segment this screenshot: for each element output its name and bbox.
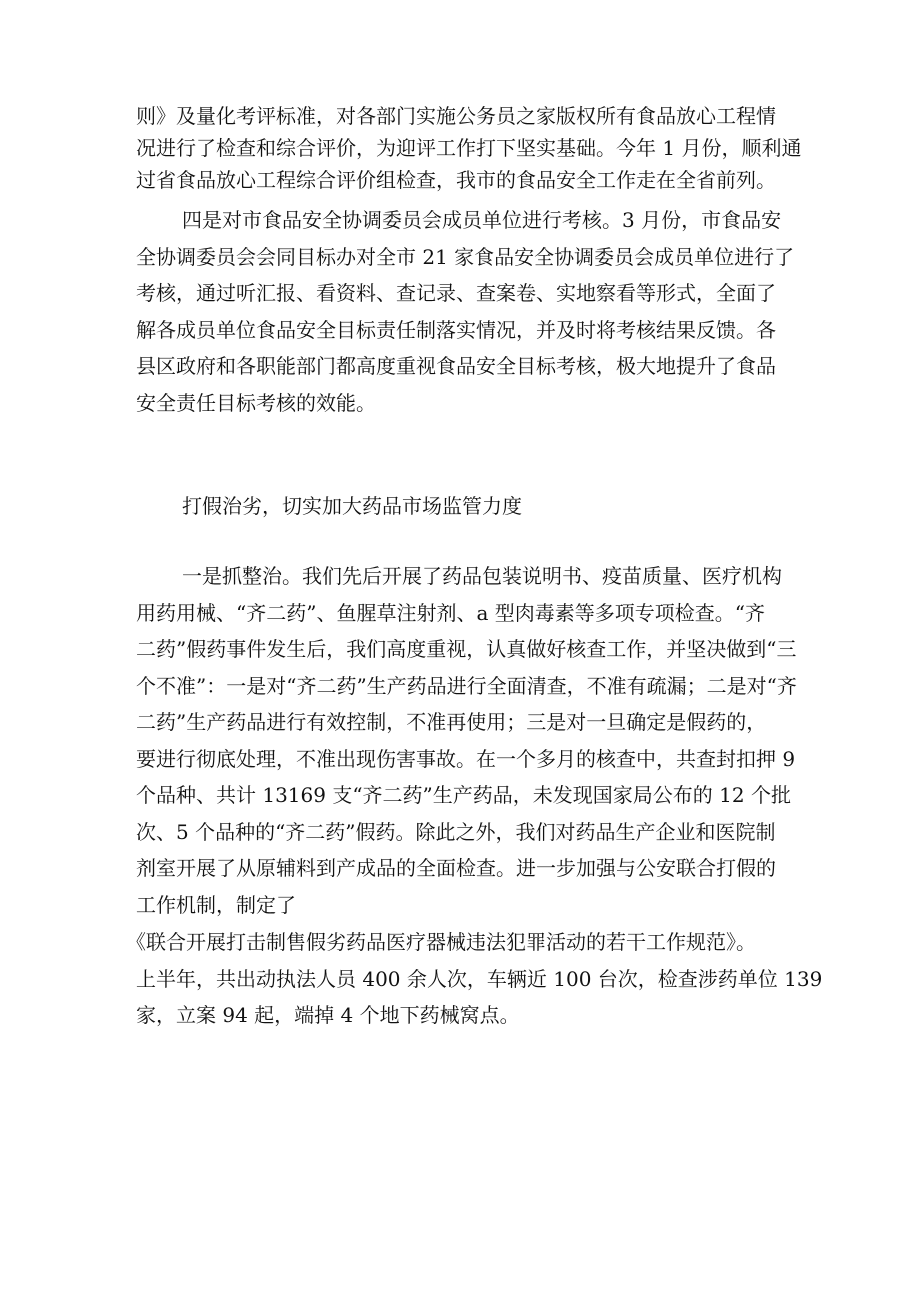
text-line: 二药”生产药品进行有效控制，不准再使用；三是对一旦确定是假药的， (136, 710, 767, 734)
text-line: 县区政府和各职能部门都高度重视食品安全目标考核，极大地提升了食品 (136, 354, 776, 378)
text-line: 全协调委员会会同目标办对全市 21 家食品安全协调委员会成员单位进行了 (136, 244, 795, 269)
text-line: 剂室开展了从原辅料到产成品的全面检查。进一步加强与公安联合打假的 (136, 856, 776, 880)
text-line: 考核，通过听汇报、看资料、查记录、查案卷、实地察看等形式，全面了 (136, 281, 776, 305)
paragraph-1 (136, 100, 801, 196)
text-line: 家，立案 94 起，端掉 4 个地下药械窝点。 (136, 1003, 520, 1027)
text-line: 工作机制，制定了 (136, 892, 296, 917)
paragraph-3 (136, 558, 797, 923)
text-line: 解各成员单位食品安全目标责任制落实情况，并及时将考核结果反馈。各 (136, 317, 776, 342)
paragraph-4 (126, 924, 823, 1034)
text-line: 安全责任目标考核的效能。 (136, 390, 376, 415)
text-line: 次、5 个品种的“齐二药”假药。除此之外，我们对药品生产企业和医院制 (136, 819, 776, 844)
text-line: 一是抓整治。我们先后开展了药品包装说明书、疫苗质量、医疗机构 (182, 564, 782, 588)
text-line: 个不准”：一是对“齐二药”生产药品进行全面清查，不准有疏漏；二是对“齐 (136, 673, 797, 698)
heading-text: 打假治劣，切实加大药品市场监管力度 (182, 494, 522, 518)
text-line: 个品种、共计 13169 支“齐二药”生产药品，未发现国家局公布的 12 个批 (136, 783, 791, 807)
text-line: 则》及量化考评标准，对各部门实施公务员之家版权所有食品放心工程情 (136, 104, 776, 128)
text-line: 要进行彻底处理，不准出现伤害事故。在一个多月的核查中，共查封扣押 9 (136, 746, 796, 771)
text-line: 二药”假药事件发生后，我们高度重视，认真做好核查工作，并坚决做到“三 (136, 637, 797, 661)
text-line: 过省食品放心工程综合评价组检查，我市的食品安全工作走在全省前列。 (136, 168, 776, 192)
text-line: 四是对市食品安全协调委员会成员单位进行考核。3 月份，市食品安 (182, 208, 782, 232)
section-heading (136, 488, 522, 525)
paragraph-2 (136, 202, 794, 421)
text-line: 上半年，共出动执法人员 400 余人次，车辆近 100 台次，检查涉药单位 139 (136, 966, 823, 991)
text-line: 《联合开展打击制售假劣药品医疗器械违法犯罪活动的若干工作规范》。 (126, 930, 756, 954)
text-line: 用药用械、“齐二药”、鱼腥草注射剂、a 型肉毒素等多项专项检查。“齐 (136, 600, 765, 625)
text-line: 况进行了检查和综合评价，为迎评工作打下坚实基础。今年 1 月份，顺利通 (136, 136, 802, 160)
